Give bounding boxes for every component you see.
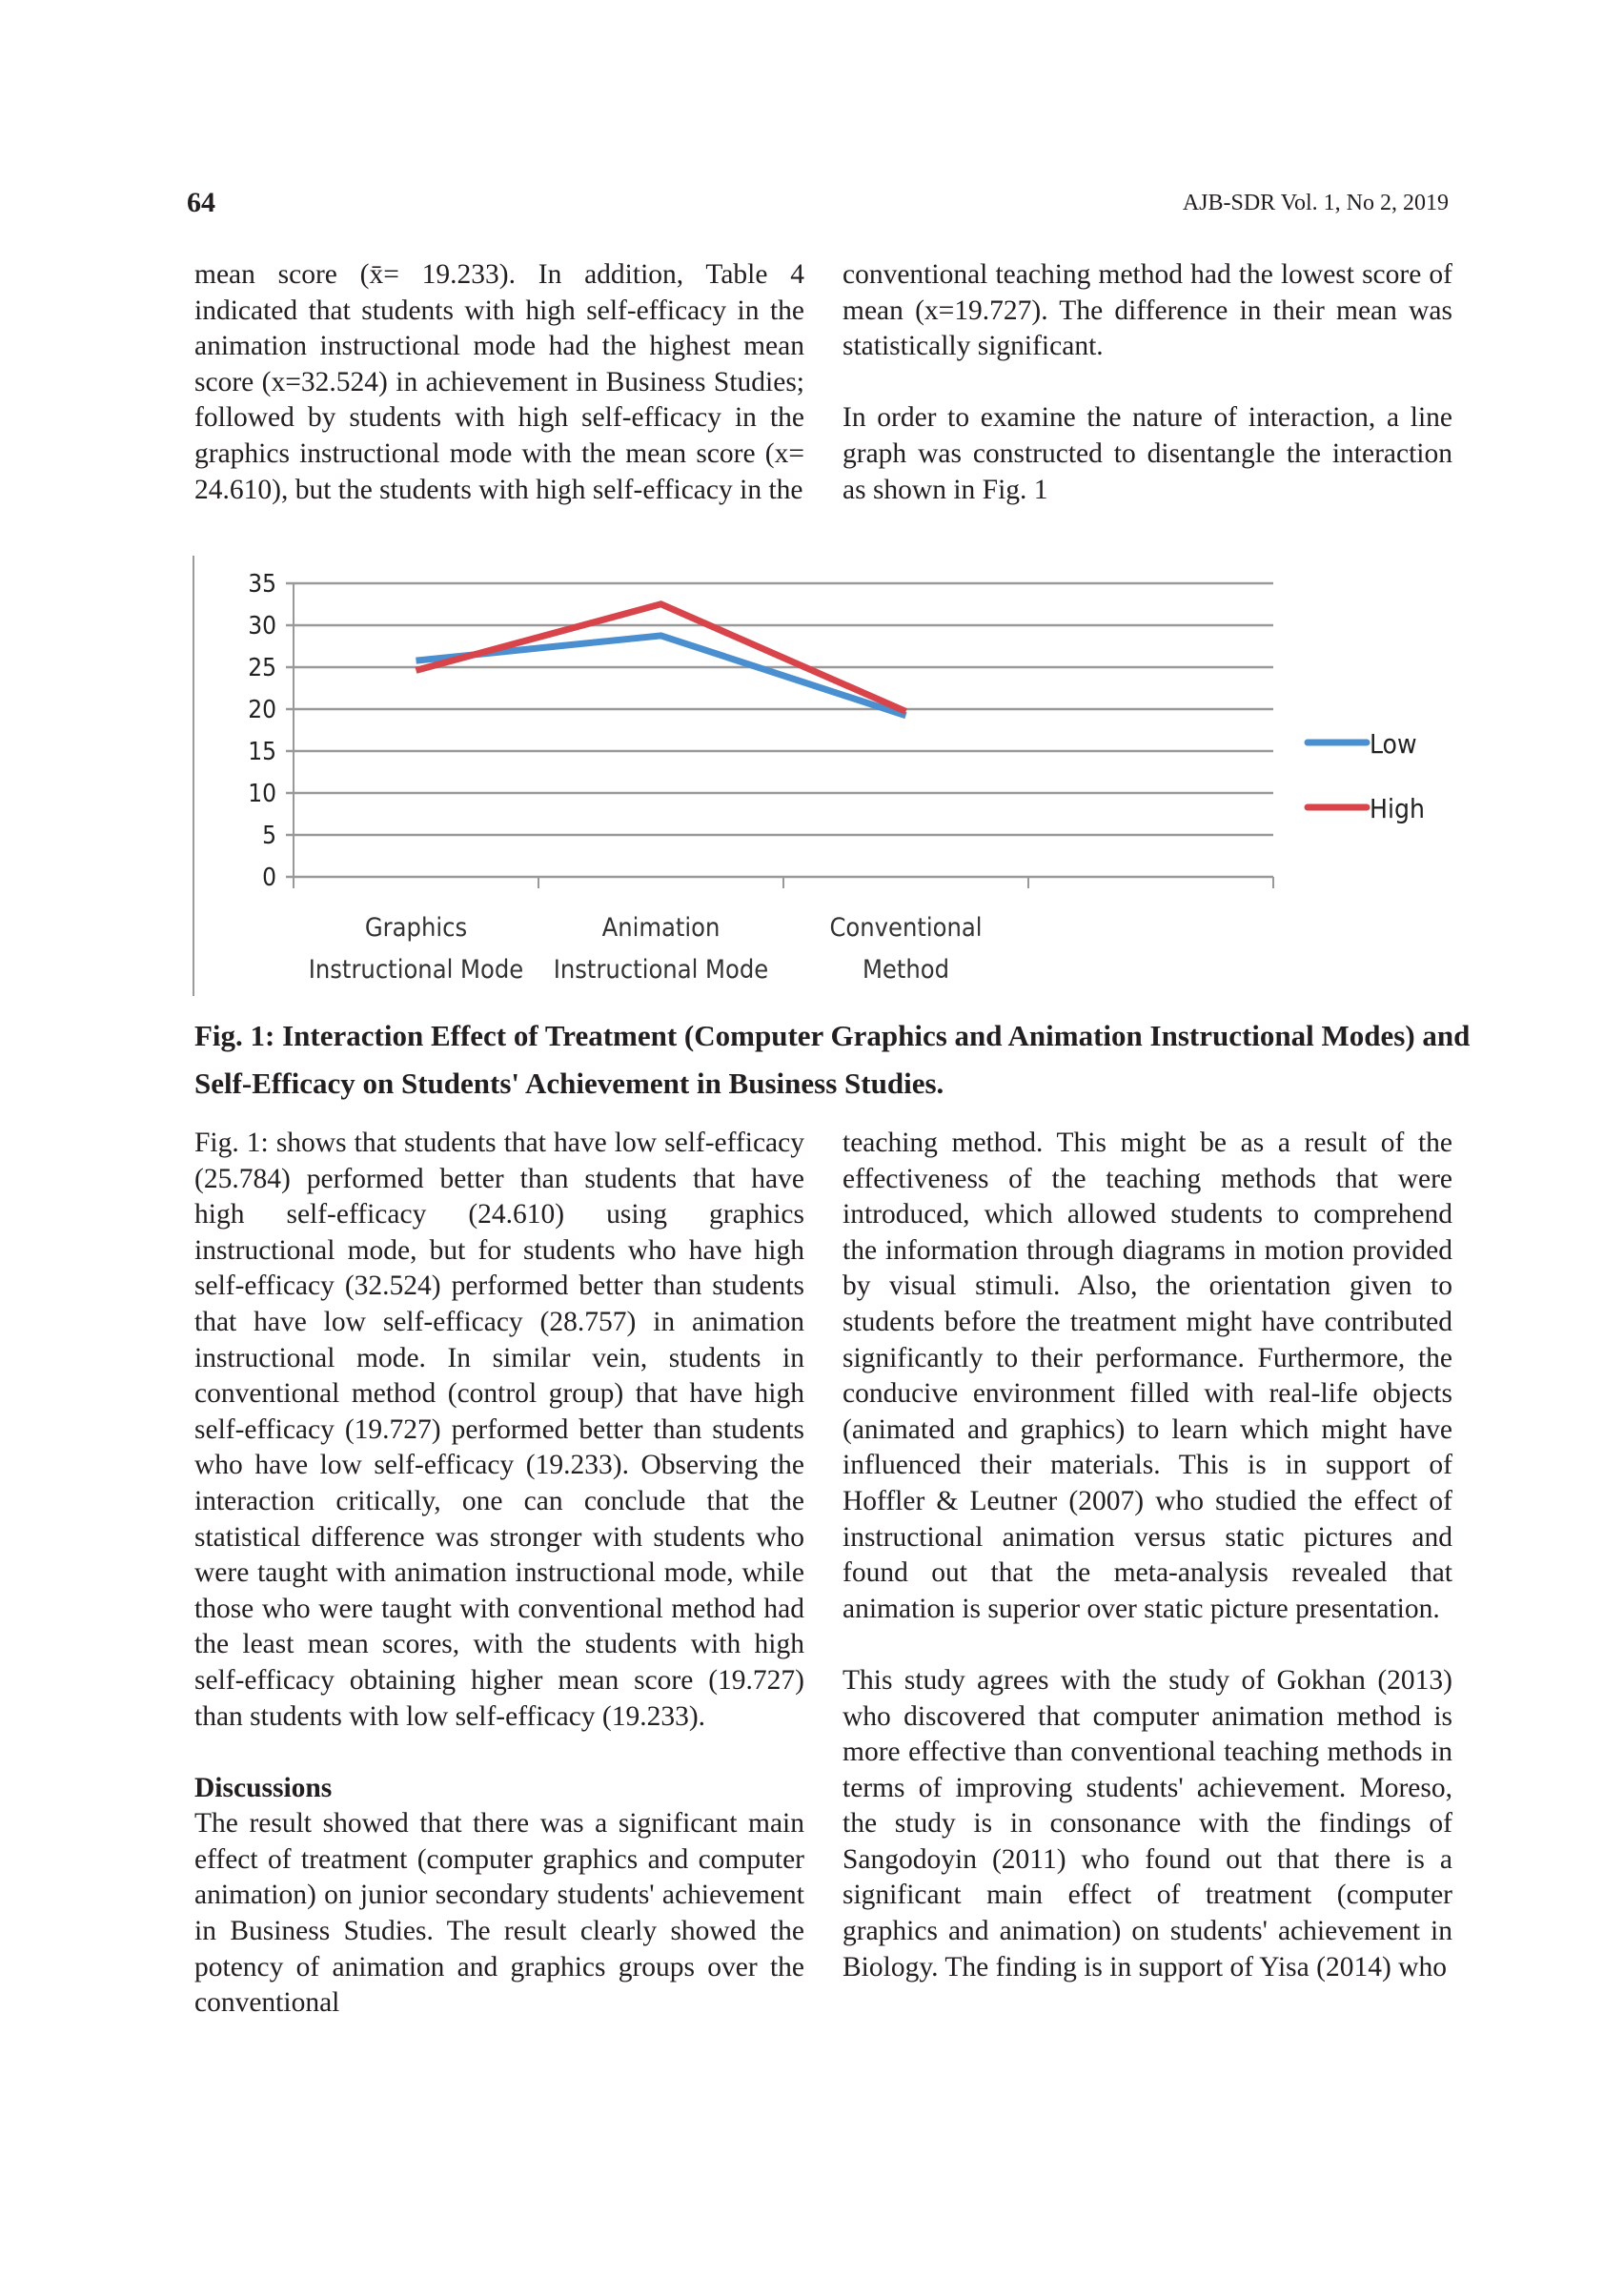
figure-caption: Fig. 1: Interaction Effect of Treatment (Computer Graphics and Animation Instructional Modes) and Self-Efficacy on Students' Achievement in Business Studies. (194, 1019, 1471, 1100)
paragraph: teaching method. This might be as a result of the effectiveness of the teaching methods that were introduced, which allowed students to comprehend the information through diagrams in motion provided by visual stimuli. Also, the orientation given to students before the treatment might have contributed significantly to their performance. Furthermore, the conducive environment filled with real-life objects (animated and graphics) to learn which might have influenced their materials. This is in support of Hoffler & Leutner (2007) who studied the effect of instructional animation versus static pictures and found out that the meta-analysis revealed that animation is superior over static picture presentation. (842, 1128, 1452, 1624)
y-tick-label: 35 (248, 570, 276, 599)
paragraph: conventional teaching method had the lowest score of mean (x=19.727). The difference in their mean was statistically significant. (842, 259, 1452, 362)
y-tick-label: 5 (262, 822, 276, 850)
legend-label: Low (1370, 728, 1417, 760)
x-tick-label: Instructional Mode (553, 955, 769, 985)
x-tick-label: Animation (601, 913, 721, 943)
paragraph: In order to examine the nature of interaction, a line graph was constructed to disentangle the interaction as shown in Fig. 1 (842, 402, 1452, 505)
chart-series (416, 604, 906, 716)
paragraph: This study agrees with the study of Gokhan (2013) who discovered that computer animation method is more effective than conventional teaching methods in terms of improving students' achievement. Moreso, the study is in consonance with the findings of Sangodoyin (2011) who found out that there is a significant main effect of treatment (computer graphics and animation) on students' achievement in Biology. The finding is in support of Yisa (2014) who (842, 1664, 1452, 1982)
section-heading: Discussions (194, 1772, 333, 1803)
x-tick-label: Instructional Mode (308, 955, 524, 985)
bottom-right-column (842, 1126, 1452, 1985)
running-head: AJB-SDR Vol. 1, No 2, 2019 (1182, 191, 1449, 215)
y-tick-label: 20 (248, 696, 276, 724)
y-tick-label: 0 (262, 864, 276, 892)
bottom-left-column (194, 1126, 804, 2022)
x-axis (294, 877, 1273, 985)
series-line-high (416, 604, 906, 712)
paragraph: The result showed that there was a significant main effect of treatment (computer graphics and computer animation) on junior secondary students' achievement in Business Studies. The result clearly showed the potency of animation and graphics groups over the conventional (194, 1808, 804, 2019)
chart-legend (1308, 728, 1425, 824)
page-number: 64 (187, 187, 215, 218)
paragraph: Fig. 1: shows that students that have low self-efficacy (25.784) performed better than students that have high self-efficacy (24.610) using graphics instructional mode, but for students who have high self-efficacy (32.524) performed better than students that have low self-efficacy (28.757) in animation instructional mode. In similar vein, students in conventional method (control group) that have high self-efficacy (19.727) performed better than students who have low self-efficacy (19.233). Observing the interaction critically, one can conclude that the statistical difference was stronger with students who were taught with animation instructional mode, while those who were taught with conventional method had the least mean scores, with the students with high self-efficacy obtaining higher mean score (19.727) than students with low self-efficacy (19.233). (194, 1128, 804, 1732)
chart-gridlines (286, 583, 1273, 888)
y-tick-label: 10 (248, 780, 276, 808)
y-tick-label: 25 (248, 654, 276, 682)
x-tick-label: Method (862, 955, 950, 985)
x-tick-label: Conventional (829, 913, 983, 943)
interaction-line-chart (0, 0, 1624, 1010)
y-tick-label: 15 (248, 738, 276, 766)
y-axis-ticks (248, 570, 276, 892)
legend-label: High (1370, 793, 1425, 824)
paragraph: mean score (x̄= 19.233). In addition, Table 4 indicated that students with high self-efficacy in the animation instructional mode had the highest mean score (x=32.524) in achievement in Business Studies; followed by students with high self-efficacy in the graphics instructional mode with the mean score (x= 24.610), but the students with high self-efficacy in the (194, 259, 804, 505)
y-tick-label: 30 (248, 612, 276, 640)
x-tick-label: Graphics (364, 913, 468, 943)
